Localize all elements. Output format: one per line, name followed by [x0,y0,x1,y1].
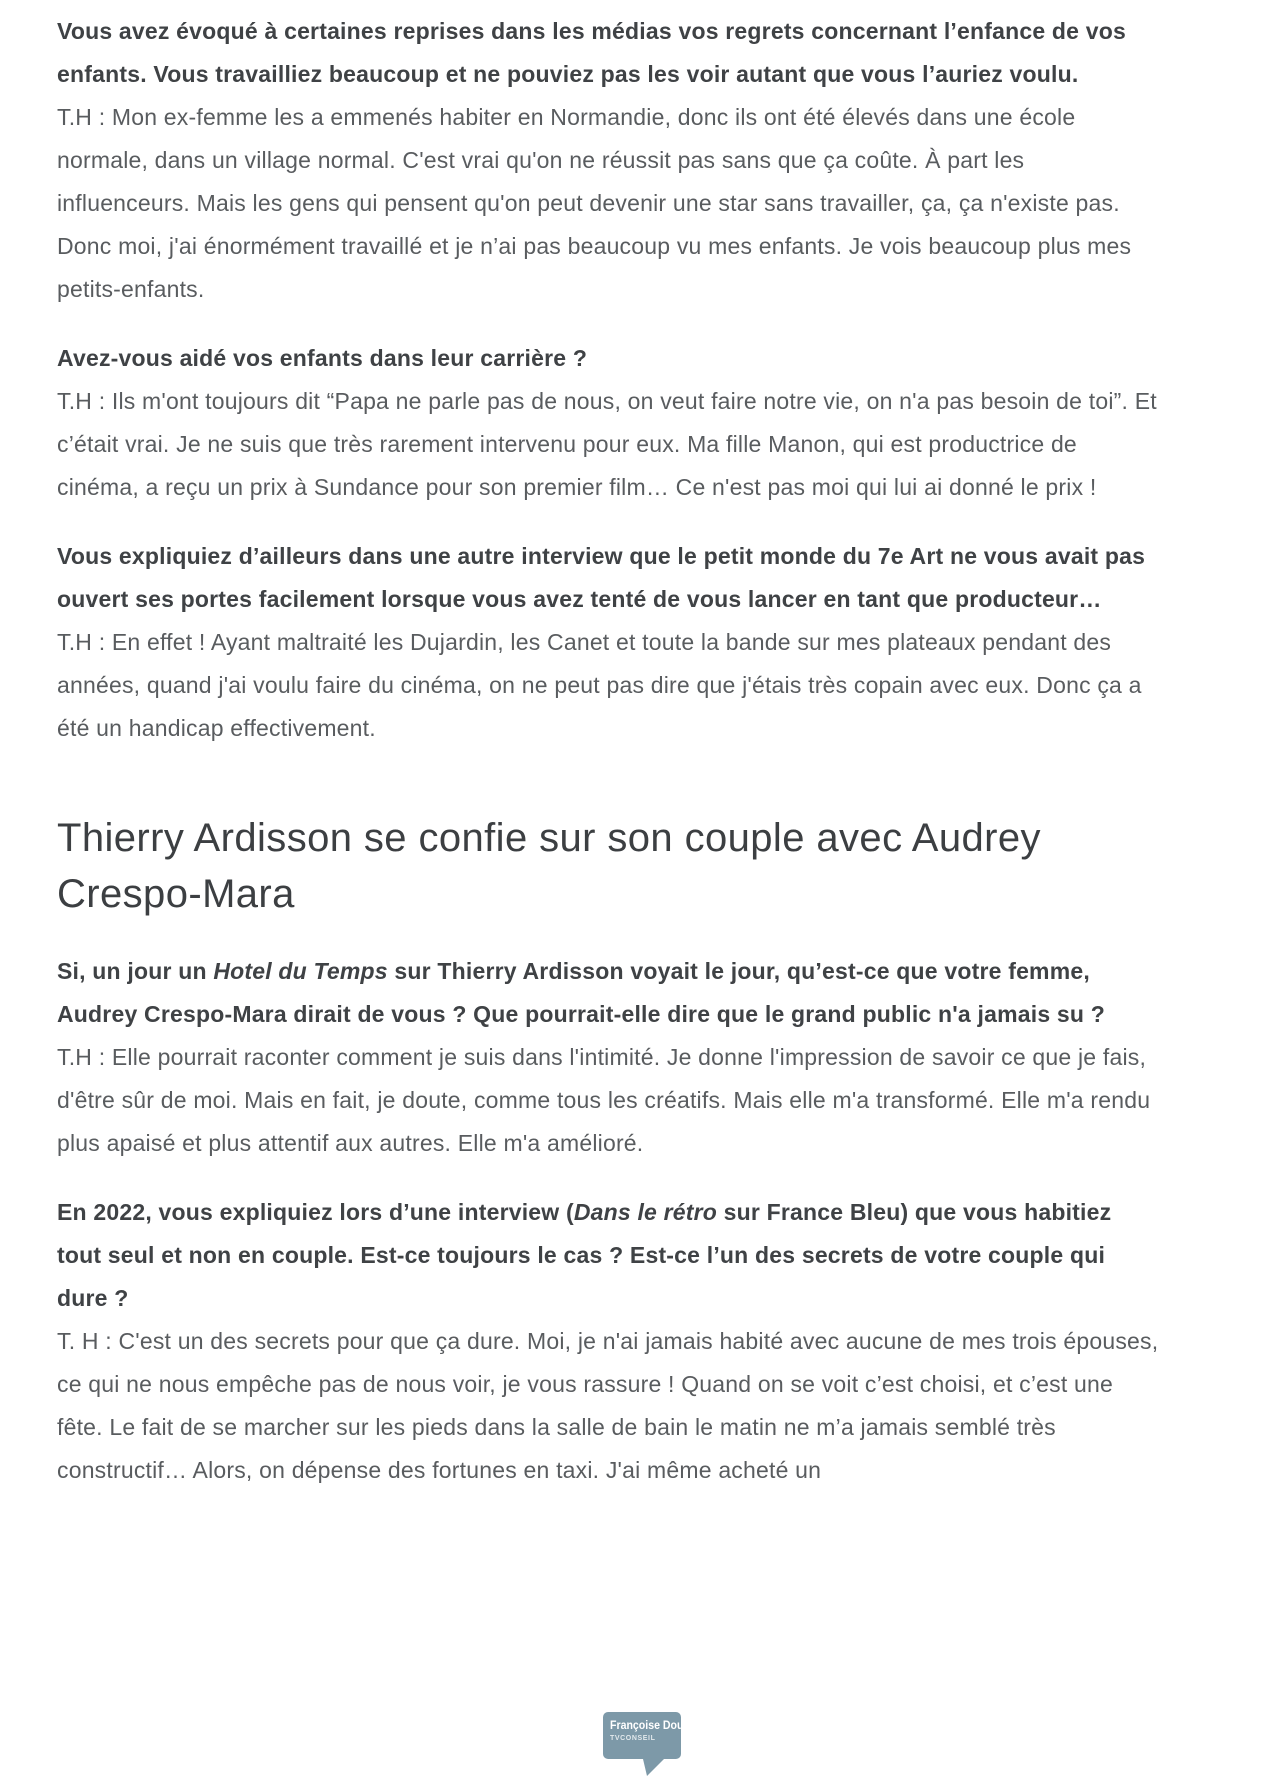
question-text-segment: Si, un jour un [57,958,214,984]
answer-living-alone: T. H : C'est un des secrets pour que ça dure. Moi, je n'ai jamais habité avec aucune de mes trois épouses, ce qui ne nous empêche pas de nous voir, je vous rassure ! Quand on se voit c’est choisi, et c’est une fête. Le fait de se marcher sur les pieds dans la salle de bain le matin ne m’a jamais semblé très constructif… Alors, on dépense des fortunes en taxi. J'ai même acheté un [57,1328,1159,1483]
answer-cinema-world: T.H : En effet ! Ayant maltraité les Dujardin, les Canet et toute la bande sur mes plateaux pendant des années, quand j'ai voulu faire du cinéma, on ne peut pas dire que j'étais très copain avec eux. Donc ça a été un handicap effectivement. [57,629,1142,741]
question-text-segment: sur Thierry Ardisson voyait le jour, qu’est-ce que votre femme, Audrey Crespo-Mara dirait de vous ? Que pourrait-elle dire que le grand public n'a jamais su ? [57,958,1105,1027]
show-title-italic: Dans le rétro [573,1199,718,1225]
speech-bubble-tail [643,1759,664,1776]
answer-helped-children: T.H : Ils m'ont toujours dit “Papa ne parle pas de nous, on veut faire notre vie, on n'a pas besoin de toi”. Et c’était vrai. Je ne suis que très rarement intervenu pour eux. Ma fille Manon, qui est productrice de cinéma, a reçu un prix à Sundance pour son premier film… Ce n'est pas moi qui lui ai donné le prix ! [57,388,1157,500]
speech-bubble-icon [603,1712,690,1759]
answer-children-regrets: T.H : Mon ex-femme les a emmenés habiter en Normandie, donc ils ont été élevés dans une école normale, dans un village normal. C'est vrai qu'on ne réussit pas sans que ça coûte. À part les influenceurs. Mais les gens qui pensent qu'on peut devenir une star sans travailler, ça, ça n'existe pas. Donc moi, j'ai énormément travaillé et je n’ai pas beaucoup vu mes enfants. Je vois beaucoup plus mes petits-enfants. [57,104,1132,302]
question-text-segment: sur France Bleu) que vous habitiez tout seul et non en couple. Est-ce toujours le cas ? Est-ce l’un des secrets de votre couple qui dure ? [57,1199,1112,1311]
question-children-regrets: Vous avez évoqué à certaines reprises dans les médias vos regrets concernant l’enfance de vos enfants. Vous travailliez beaucoup et ne pouviez pas les voir autant que vous l’auriez voulu. [57,18,1126,87]
question-text-segment: En 2022, vous expliquiez lors d’une interview ( [57,1199,574,1225]
question-helped-children: Avez-vous aidé vos enfants dans leur carrière ? [57,345,588,371]
francoise-doux-logo [603,1712,690,1776]
section-heading-couple: Thierry Ardisson se confie sur son couple avec Audrey Crespo-Mara [57,816,1041,916]
logo-author-name: Françoise Doux [610,1720,690,1732]
show-title-italic: Hotel du Temps [213,958,388,984]
question-hotel-du-temps [57,950,1162,1036]
question-living-alone [57,1191,1162,1320]
answer-hotel-du-temps: T.H : Elle pourrait raconter comment je suis dans l'intimité. Je donne l'impression de savoir ce que je fais, d'être sûr de moi. Mais en fait, je doute, comme tous les créatifs. Mais elle m'a transformé. Elle m'a rendu plus apaisé et plus attentif aux autres. Elle m'a amélioré. [57,1044,1151,1156]
logo-brand-name: TVCONSEIL [610,1735,656,1742]
question-cinema-world: Vous expliquiez d’ailleurs dans une autre interview que le petit monde du 7e Art ne vous avait pas ouvert ses portes facilement lorsque vous avez tenté de vous lancer en tant que producteur… [57,543,1146,612]
